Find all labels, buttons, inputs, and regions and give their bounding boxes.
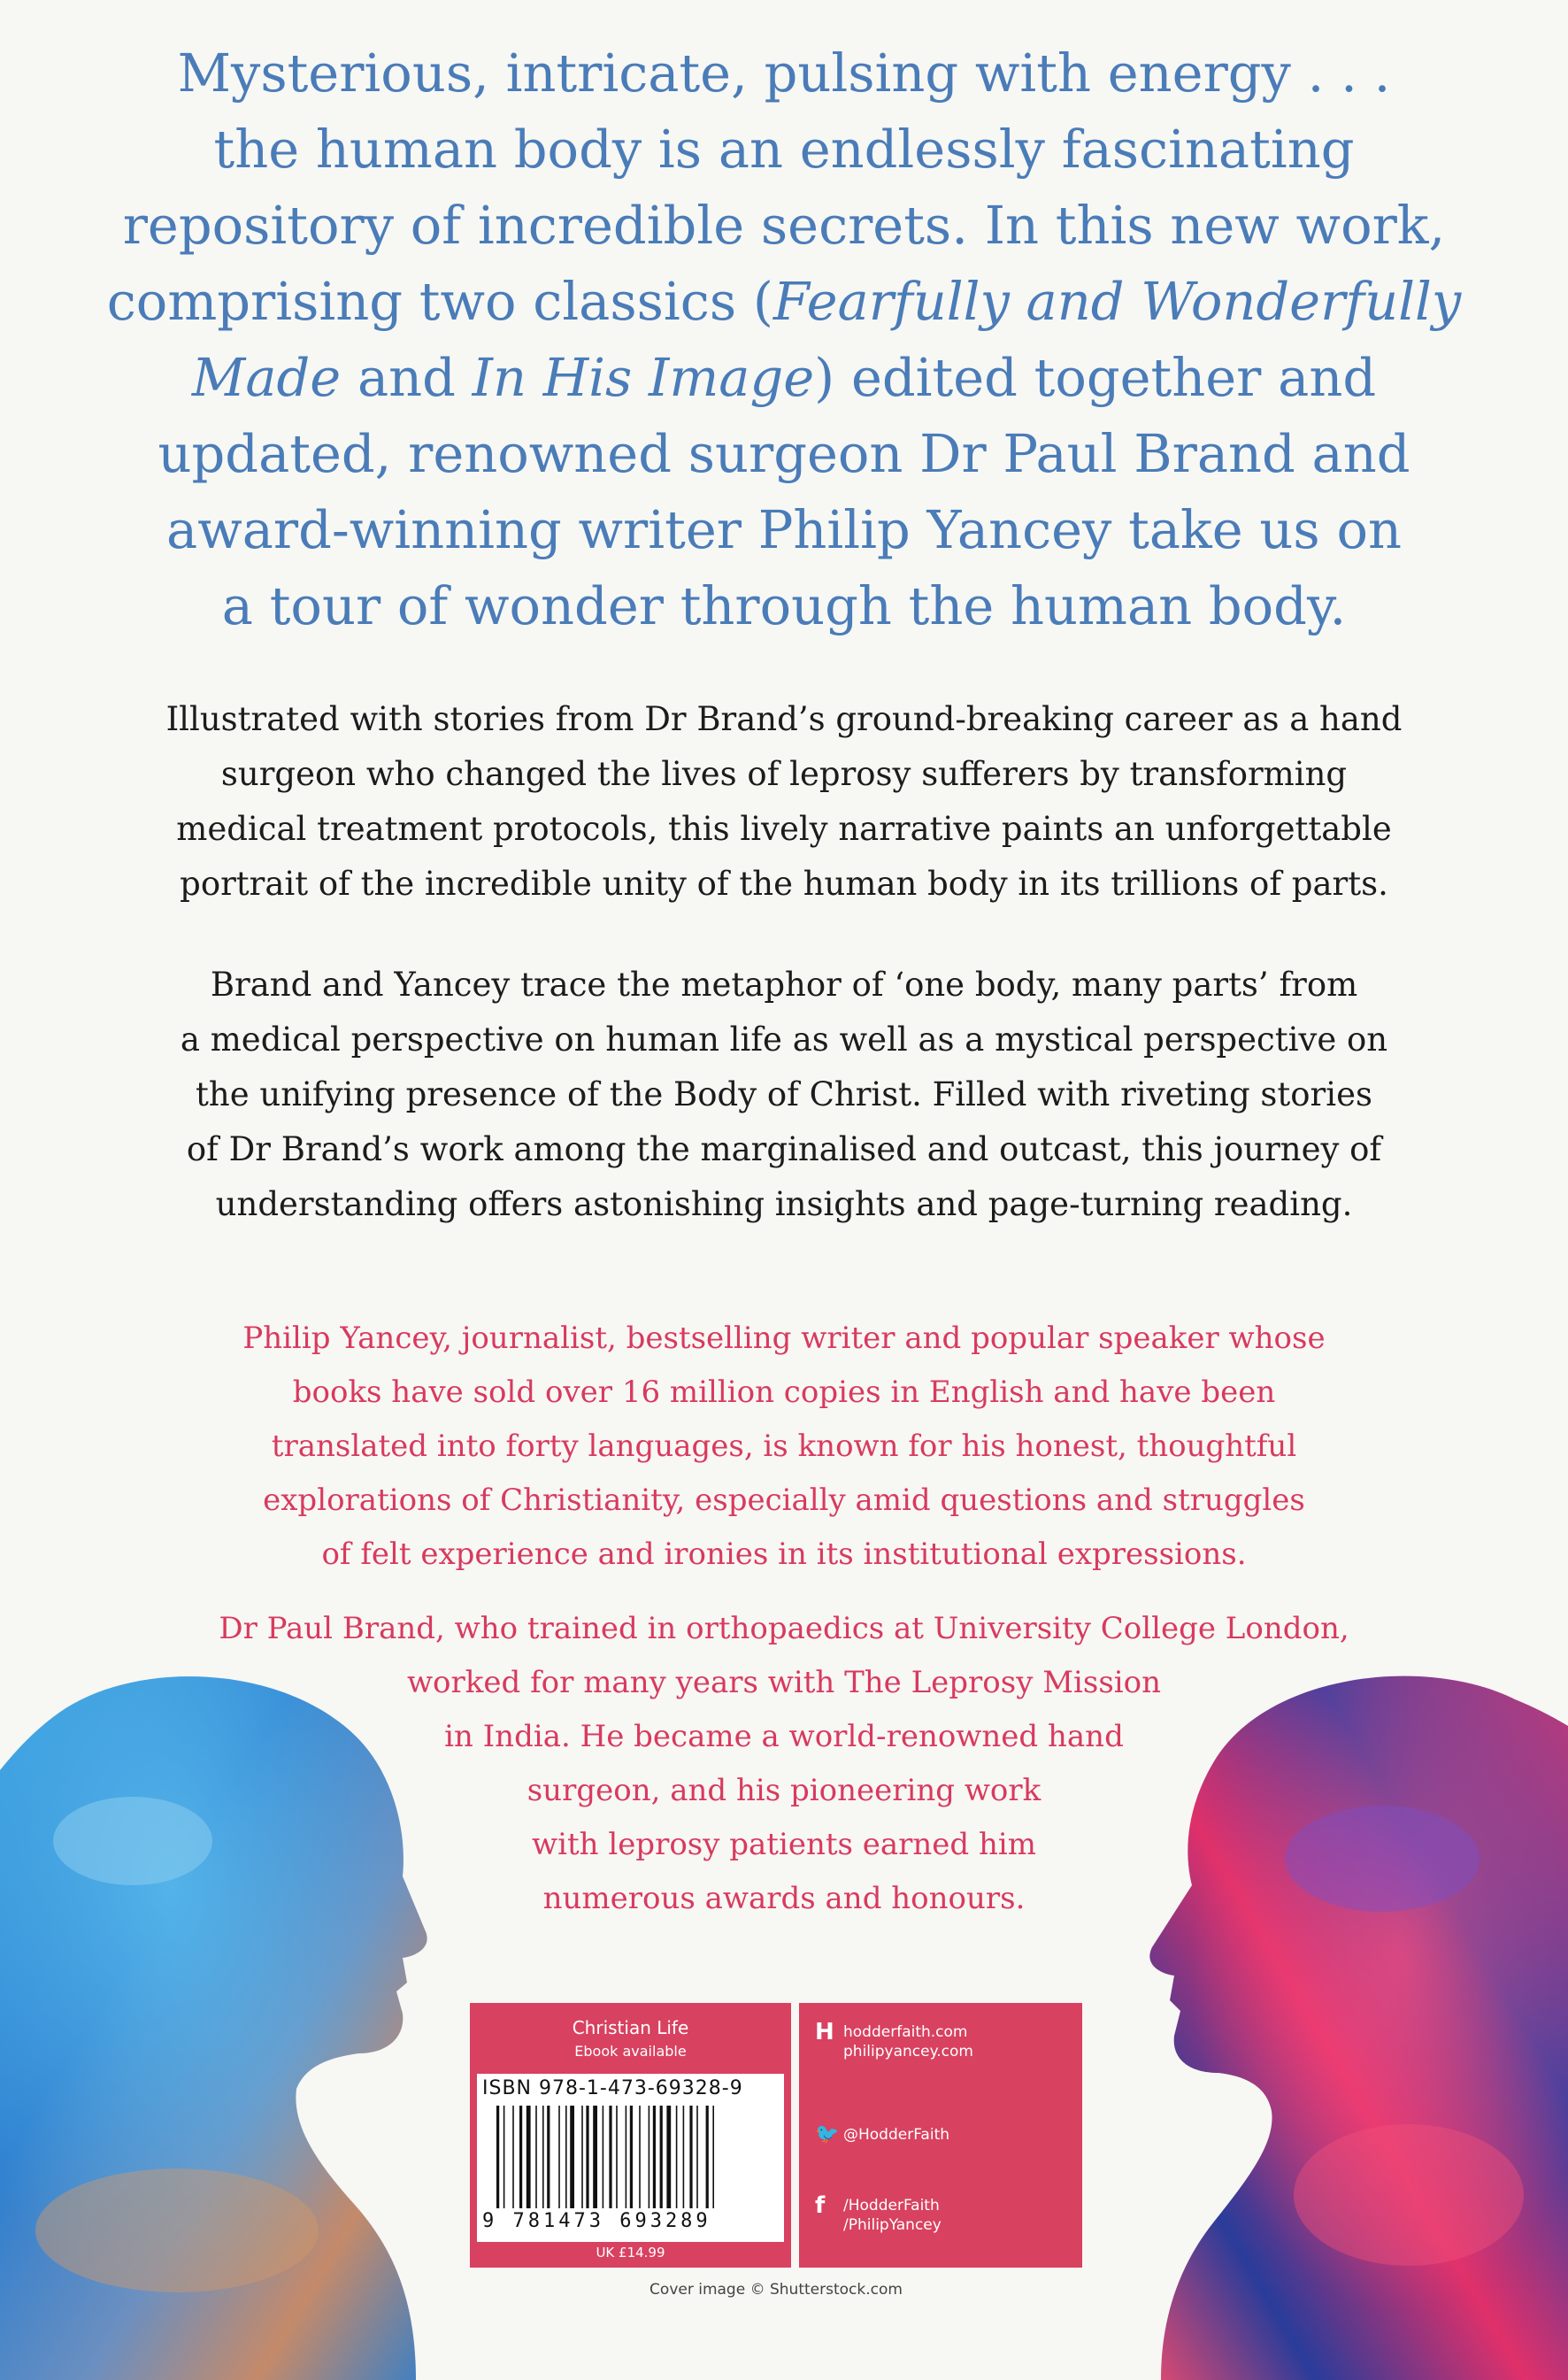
para-line: understanding offers astonishing insights and page-turning reading. <box>215 1185 1353 1223</box>
category-label: Christian Life <box>572 2017 689 2038</box>
bio-line: worked for many years with The Leprosy Mission <box>406 1665 1162 1700</box>
lead-line: updated, renowned surgeon Dr Paul Brand and <box>158 423 1410 484</box>
barcode-graphic <box>496 2106 771 2208</box>
lead-text: comprising two classics ( <box>106 271 773 332</box>
publisher-links-box <box>799 2003 1082 2268</box>
ebook-label: Ebook available <box>574 2043 687 2060</box>
ean-digits: 9 781473 693289 <box>482 2210 711 2232</box>
barcode-panel <box>477 2074 784 2242</box>
site-link-1[interactable]: hodderfaith.com <box>843 2023 968 2041</box>
lead-line: award-winning writer Philip Yancey take us on <box>166 499 1402 560</box>
book-title-2: In His Image <box>472 347 815 408</box>
para-line: surgeon who changed the lives of leprosy sufferers by transforming <box>220 755 1348 793</box>
bio-line: in India. He became a world-renowned hand <box>444 1719 1124 1754</box>
para-line: of Dr Brand’s work among the marginalised and outcast, this journey of <box>186 1130 1382 1168</box>
bio-line: books have sold over 16 million copies in English and have been <box>292 1375 1276 1410</box>
bio-line: of felt experience and ironies in its institutional expressions. <box>321 1537 1247 1572</box>
lead-line: a tour of wonder through the human body. <box>221 575 1347 636</box>
author-bio-brand <box>133 1602 1435 1926</box>
twitter-bird-icon: 🐦 <box>815 2123 840 2145</box>
lead-text: and <box>341 347 473 408</box>
site-link-2[interactable]: philipyancey.com <box>843 2043 973 2060</box>
lead-line: repository of incredible secrets. In this new work, <box>122 195 1446 256</box>
website-row <box>815 2019 973 2061</box>
twitter-row <box>815 2125 949 2145</box>
lead-text: ) edited together and <box>814 347 1377 408</box>
lead-line: Mysterious, intricate, pulsing with energy . . . <box>177 42 1391 104</box>
lead-line <box>80 264 1488 416</box>
bio-line: Philip Yancey, journalist, bestselling writer and popular speaker whose <box>242 1321 1326 1356</box>
description-paragraph-2 <box>80 958 1488 1232</box>
retail-info-box <box>470 2003 791 2268</box>
para-line: medical treatment protocols, this lively narrative paints an unforgettable <box>176 810 1392 848</box>
lead-line: the human body is an endlessly fascinating <box>213 119 1355 180</box>
hodder-h-icon: H <box>815 2019 834 2045</box>
bio-line: translated into forty languages, is known for his honest, thoughtful <box>271 1429 1297 1464</box>
facebook-row <box>815 2192 942 2235</box>
bio-line: numerous awards and honours. <box>542 1881 1026 1916</box>
para-line: portrait of the incredible unity of the human body in its trillions of parts. <box>180 865 1388 903</box>
price-label: UK £14.99 <box>596 2245 665 2261</box>
book-title-1: Fearfully and Wonderfully Made <box>191 271 1462 408</box>
para-line: Brand and Yancey trace the metaphor of ‘one body, many parts’ from <box>210 966 1358 1004</box>
author-bio-yancey <box>133 1312 1435 1582</box>
cover-credit: Cover image © Shutterstock.com <box>649 2281 903 2299</box>
facebook-f-icon: f <box>815 2192 826 2219</box>
bio-line: with leprosy patients earned him <box>531 1827 1037 1862</box>
para-line: a medical perspective on human life as well as a mystical perspective on <box>180 1021 1388 1059</box>
description-paragraph-1 <box>80 692 1488 912</box>
isbn-text: ISBN 978-1-473-69328-9 <box>482 2077 743 2099</box>
lead-blurb <box>80 35 1488 644</box>
facebook-link-1[interactable]: /HodderFaith <box>843 2197 940 2214</box>
para-line: Illustrated with stories from Dr Brand’s ground-breaking career as a hand <box>165 700 1403 738</box>
bio-line: explorations of Christianity, especially amid questions and struggles <box>263 1483 1305 1518</box>
facebook-link-2[interactable]: /PhilipYancey <box>843 2216 942 2234</box>
bio-line: surgeon, and his pioneering work <box>527 1773 1041 1808</box>
bio-line: Dr Paul Brand, who trained in orthopaedics at University College London, <box>219 1611 1349 1646</box>
twitter-handle[interactable]: @HodderFaith <box>843 2126 950 2144</box>
para-line: the unifying presence of the Body of Christ. Filled with riveting stories <box>196 1075 1372 1113</box>
